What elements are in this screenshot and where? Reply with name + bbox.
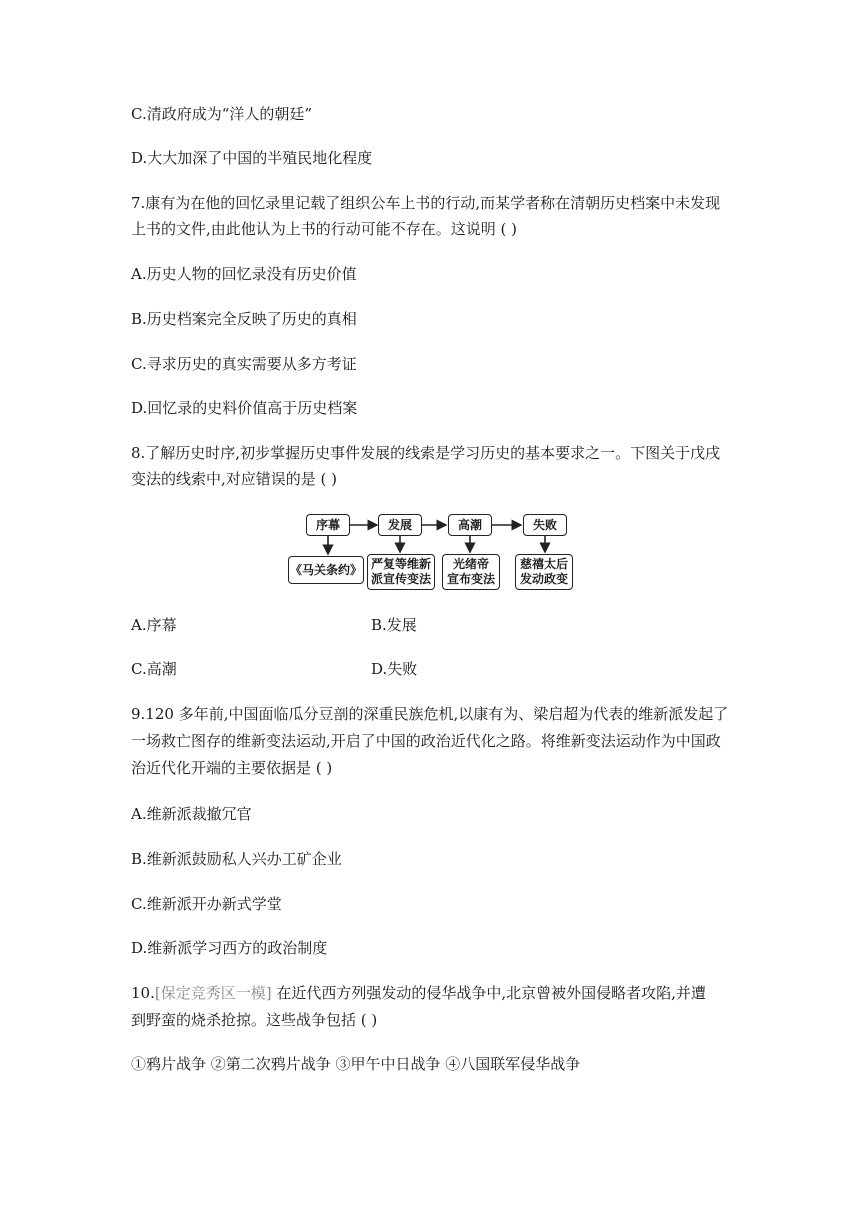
q10-stem-line2: 到野蛮的烧杀抢掠。这些战争包括 ( )	[131, 1011, 378, 1029]
q8-option-a: A.序幕	[131, 616, 177, 634]
stage-box-prelude: 序幕	[306, 514, 350, 536]
q9-stem-line3: 治近代化开端的主要依据是 ( )	[131, 759, 333, 777]
q6-option-c: C.清政府成为“洋人的朝廷”	[131, 105, 313, 123]
q8-option-c: C.高潮	[131, 660, 177, 678]
q10-number: 10.	[131, 984, 155, 1002]
q9-option-a: A.维新派裁撤冗官	[131, 805, 252, 823]
q9-stem-line1: 9.120 多年前,中国面临瓜分豆剖的深重民族危机,以康有为、梁启超为代表的维新派发起了	[131, 705, 729, 723]
q7-option-c: C.寻求历史的真实需要从多方考证	[131, 355, 357, 373]
stage-box-failure: 失败	[523, 514, 567, 536]
q7-option-b: B.历史档案完全反映了历史的真相	[131, 310, 357, 328]
stage-box-development: 发展	[378, 514, 422, 536]
event-box-treaty: 《马关条约》	[288, 556, 364, 584]
q7-stem-line2: 上书的文件,由此他认为上书的行动可能不存在。这说明 ( )	[131, 220, 518, 238]
q9-option-c: C.维新派开办新式学堂	[131, 895, 282, 913]
q6-option-d: D.大大加深了中国的半殖民地化程度	[131, 149, 373, 167]
q10-stem-text: 在近代西方列强发动的侵华战争中,北京曾被外国侵略者攻陷,并遭	[271, 984, 706, 1002]
q9-option-b: B.维新派鼓励私人兴办工矿企业	[131, 850, 342, 868]
q9-option-d: D.维新派学习西方的政治制度	[131, 939, 328, 957]
q8-flow-diagram	[280, 508, 580, 592]
q7-option-a: A.历史人物的回忆录没有历史价值	[131, 265, 357, 283]
q8-stem-line2: 变法的线索中,对应错误的是 ( )	[131, 470, 338, 488]
event-box-yanfu: 严复等维新 派宣传变法	[367, 554, 435, 590]
q10-stem-line1	[131, 983, 706, 1003]
stage-box-climax: 高潮	[448, 514, 492, 536]
q8-option-d: D.失败	[371, 660, 418, 678]
q7-option-d: D.回忆录的史料价值高于历史档案	[131, 399, 358, 417]
q9-stem-line2: 一场救亡图存的维新变法运动,开启了中国的政治近代化之路。将维新变法运动作为中国政	[131, 732, 721, 750]
q8-option-b: B.发展	[371, 616, 417, 634]
q10-items: ①鸦片战争 ②第二次鸦片战争 ③甲午中日战争 ④八国联军侵华战争	[131, 1055, 581, 1073]
q7-stem-line1: 7.康有为在他的回忆录里记载了组织公车上书的行动,而某学者称在清朝历史档案中未发现	[131, 194, 721, 212]
event-box-guangxu: 光绪帝 宣布变法	[442, 554, 500, 590]
q8-stem-line1: 8.了解历史时序,初步掌握历史事件发展的线索是学习历史的基本要求之一。下图关于戊戌	[131, 444, 721, 462]
q10-source-tag: [保定竞秀区一模]	[154, 984, 272, 1002]
event-box-cixi: 慈禧太后 发动政变	[515, 554, 573, 590]
